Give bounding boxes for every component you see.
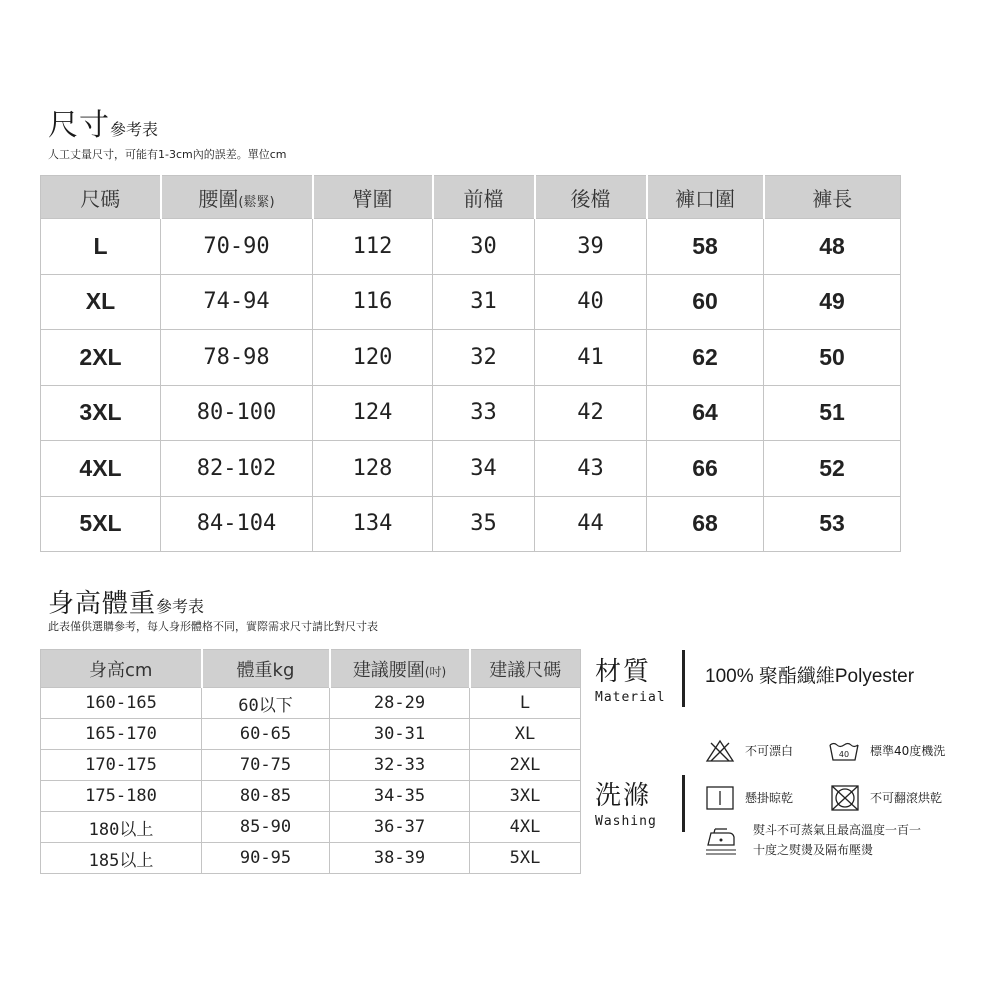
cell-weight: 60-65 [202,719,330,750]
cell-height: 175-180 [41,781,202,812]
cell-arm: 116 [313,274,433,330]
table-row [41,274,901,330]
size-chart-table [40,175,901,552]
cell-front-rise: 30 [433,219,535,275]
cell-front-rise: 33 [433,385,535,441]
size-chart-title-suffix: 參考表 [110,120,159,139]
material-divider [682,650,685,707]
header-suggested-waist: 建議腰圍(吋) [330,650,470,688]
cell-weight: 70-75 [202,750,330,781]
header-suggested-size: 建議尺碼 [470,650,581,688]
cell-front-rise: 32 [433,330,535,386]
cell-arm: 134 [313,496,433,552]
cell-arm: 128 [313,441,433,497]
material-label-en: Material [595,690,666,705]
header-size: 尺碼 [41,176,161,219]
cell-suggested-waist: 34-35 [330,781,470,812]
material-label-zh: 材質 [595,657,652,687]
wash-40-icon [828,739,860,763]
cell-back-rise: 39 [535,219,647,275]
care-iron-text-line1: 熨斗不可蒸氣且最高溫度一百一 [753,823,922,837]
cell-leg-opening: 64 [647,385,764,441]
cell-front-rise: 31 [433,274,535,330]
table-row [41,750,581,781]
cell-suggested-waist: 30-31 [330,719,470,750]
header-front-rise: 前檔 [433,176,535,219]
size-chart-subtitle: 人工丈量尺寸，可能有1-3cm內的誤差。單位cm [48,148,287,161]
washing-label-en: Washing [595,814,657,829]
cell-length: 50 [764,330,901,386]
care-iron [705,820,921,860]
cell-length: 51 [764,385,901,441]
cell-height: 185以上 [41,843,202,874]
cell-length: 53 [764,496,901,552]
washing-label-zh: 洗滌 [595,781,652,811]
no-tumble-dry-icon [830,784,860,812]
cell-length: 49 [764,274,901,330]
header-leg-opening: 褲口圍 [647,176,764,219]
cell-leg-opening: 66 [647,441,764,497]
cell-back-rise: 40 [535,274,647,330]
wash-40-icon-label: 40 [838,750,850,759]
table-row [41,781,581,812]
hw-chart-title [48,583,204,620]
cell-weight: 80-85 [202,781,330,812]
cell-suggested-waist: 36-37 [330,812,470,843]
care-no-bleach [705,739,793,763]
cell-leg-opening: 58 [647,219,764,275]
cell-arm: 124 [313,385,433,441]
cell-leg-opening: 62 [647,330,764,386]
cell-front-rise: 34 [433,441,535,497]
cell-height: 170-175 [41,750,202,781]
cell-leg-opening: 68 [647,496,764,552]
material-value: 100% 聚酯纖維Polyester [705,666,915,687]
cell-height: 180以上 [41,812,202,843]
cell-suggested-waist: 32-33 [330,750,470,781]
cell-arm: 112 [313,219,433,275]
care-wash-40 [828,739,945,763]
cell-waist: 78-98 [161,330,313,386]
height-weight-table [40,649,581,874]
table-row [41,688,581,719]
cell-length: 52 [764,441,901,497]
material-label [595,651,666,705]
header-suggested-waist-unit: (吋) [424,664,447,679]
cell-weight: 90-95 [202,843,330,874]
cell-size: 2XL [41,330,161,386]
header-height: 身高cm [41,650,202,688]
cell-height: 165-170 [41,719,202,750]
care-no-tumble-dry-text: 不可翻滾烘乾 [870,791,943,805]
header-waist: 腰圍(鬆緊) [161,176,313,219]
cell-size: 3XL [41,385,161,441]
cell-back-rise: 41 [535,330,647,386]
table-row [41,219,901,275]
cell-arm: 120 [313,330,433,386]
table-row [41,441,901,497]
cell-suggested-size: 2XL [470,750,581,781]
cell-front-rise: 35 [433,496,535,552]
care-wash-40-text: 標準40度機洗 [870,744,946,758]
cell-size: 5XL [41,496,161,552]
cell-suggested-size: XL [470,719,581,750]
header-weight: 體重kg [202,650,330,688]
washing-divider [682,775,685,832]
cell-suggested-waist: 38-39 [330,843,470,874]
hw-chart-title-suffix: 參考表 [156,597,205,616]
cell-suggested-size: 3XL [470,781,581,812]
cell-waist: 74-94 [161,274,313,330]
table-row [41,812,581,843]
cell-suggested-size: L [470,688,581,719]
size-chart-title-main: 尺寸 [48,108,110,143]
cell-length: 48 [764,219,901,275]
header-arm: 臂圍 [313,176,433,219]
cell-suggested-size: 4XL [470,812,581,843]
cell-size: XL [41,274,161,330]
cell-waist: 70-90 [161,219,313,275]
hang-dry-icon [705,785,735,811]
header-back-rise: 後檔 [535,176,647,219]
care-hang-dry-text: 懸掛晾乾 [745,791,794,805]
hw-chart-title-main: 身高體重 [48,589,157,619]
table-row [41,330,901,386]
cell-suggested-size: 5XL [470,843,581,874]
cell-waist: 82-102 [161,441,313,497]
cell-waist: 80-100 [161,385,313,441]
cell-back-rise: 44 [535,496,647,552]
care-no-bleach-text: 不可漂白 [745,744,794,758]
cell-suggested-waist: 28-29 [330,688,470,719]
care-iron-text-line2: 十度之熨燙及隔布壓燙 [753,843,874,857]
header-waist-unit: (鬆緊) [238,194,275,210]
care-no-tumble-dry [830,784,942,812]
size-chart-title [48,100,158,144]
table-row [41,385,901,441]
table-row [41,843,581,874]
cell-height: 160-165 [41,688,202,719]
washing-label [595,775,657,829]
cell-waist: 84-104 [161,496,313,552]
size-chart-header-row [41,176,901,219]
cell-size: 4XL [41,441,161,497]
iron-icon [705,823,737,859]
cell-back-rise: 42 [535,385,647,441]
cell-leg-opening: 60 [647,274,764,330]
no-bleach-icon [705,739,735,763]
care-hang-dry [705,785,793,811]
hw-header-row [41,650,581,688]
cell-size: L [41,219,161,275]
header-length: 褲長 [764,176,901,219]
hw-chart-subtitle: 此表僅供選購參考，每人身形體格不同，實際需求尺寸請比對尺寸表 [48,620,378,633]
cell-weight: 85-90 [202,812,330,843]
cell-weight: 60以下 [202,688,330,719]
table-row [41,496,901,552]
table-row [41,719,581,750]
cell-back-rise: 43 [535,441,647,497]
